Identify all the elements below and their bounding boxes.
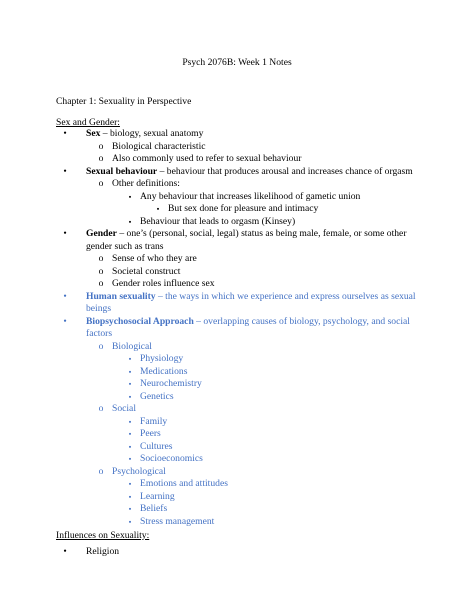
bullet-icon: •	[63, 165, 67, 177]
list-item	[56, 366, 416, 379]
item-text: Gender roles influence sex	[112, 278, 215, 289]
term: Human sexuality	[86, 290, 156, 302]
item-text: Peers	[140, 428, 161, 439]
list-item	[56, 441, 416, 454]
item-text: Also commonly used to refer to sexual behaviour	[112, 153, 302, 164]
item-text: Socioeconomics	[140, 453, 203, 464]
item-text: Sense of who they are	[112, 253, 197, 264]
list-item	[56, 203, 416, 216]
list-item	[56, 428, 416, 441]
list-item	[56, 403, 416, 416]
bullet-icon: o	[98, 178, 104, 189]
bullet-icon: o	[98, 265, 104, 277]
item-text: Medications	[140, 365, 188, 377]
list-item	[56, 378, 416, 391]
list-item	[56, 546, 416, 559]
item-text: – biology, sexual anatomy	[100, 128, 204, 139]
influences-list	[56, 546, 416, 559]
item-text: – the ways in which we experience and express ourselves as sexual beings	[86, 290, 416, 314]
term: Biopsychosocial Approach	[86, 315, 194, 327]
bullet-icon: •	[63, 228, 67, 239]
list-item	[56, 503, 416, 516]
list-item	[56, 353, 416, 366]
item-text: Any behaviour that increases likelihood of gametic union	[140, 190, 361, 202]
bullet-icon: ▪	[156, 205, 160, 213]
bullet-icon: ▪	[128, 355, 132, 363]
list-item	[56, 516, 416, 529]
item-text: But sex done for pleasure and intimacy	[168, 203, 319, 214]
bullet-icon: ▪	[128, 367, 132, 376]
item-text: – behaviour that produces arousal and increases chance of orgasm	[157, 165, 413, 177]
item-text: – overlapping causes of biology, psychology, and social factors	[86, 315, 410, 339]
bullet-icon: o	[98, 153, 104, 164]
item-text: Family	[140, 415, 168, 427]
influences-heading: Influences on Sexuality:	[56, 530, 150, 541]
bullet-icon: o	[98, 140, 104, 152]
list-item	[56, 191, 416, 204]
list-item	[56, 491, 416, 504]
list-item	[56, 453, 416, 466]
list-item	[56, 266, 416, 279]
sex-gender-heading: Sex and Gender:	[56, 117, 120, 128]
list-item	[56, 216, 416, 229]
list-item	[56, 341, 416, 354]
bullet-icon: ▪	[128, 192, 132, 201]
list-item	[56, 466, 416, 479]
bullet-icon: ▪	[128, 505, 132, 513]
item-text: Cultures	[140, 440, 173, 452]
item-text: Emotions and attitudes	[140, 478, 228, 489]
item-text: Genetics	[140, 390, 174, 402]
list-item	[56, 141, 416, 154]
list-item	[56, 278, 416, 291]
item-text: Beliefs	[140, 503, 168, 514]
item-text: Other definitions:	[112, 178, 180, 189]
bullet-icon: ▪	[128, 217, 132, 226]
bullet-icon: ▪	[128, 480, 132, 488]
bullet-icon: ▪	[128, 492, 132, 501]
list-item	[56, 478, 416, 491]
list-item	[56, 416, 416, 429]
bullet-icon: ▪	[128, 417, 132, 426]
list-item	[56, 391, 416, 404]
item-text: Stress management	[140, 515, 215, 527]
list-item	[56, 128, 416, 141]
item-text: Neurochemistry	[140, 378, 202, 389]
list-item	[56, 166, 416, 179]
notes-list	[56, 128, 416, 528]
item-text: Societal construct	[112, 265, 181, 277]
bullet-icon: o	[98, 253, 104, 264]
bullet-icon: •	[63, 128, 67, 139]
term: Sex	[86, 128, 101, 139]
bullet-icon: •	[63, 315, 67, 327]
item-text: Behaviour that leads to orgasm (Kinsey)	[140, 215, 296, 227]
list-item	[56, 253, 416, 266]
list-item	[56, 153, 416, 166]
list-item	[56, 178, 416, 191]
bullet-icon: ▪	[128, 380, 132, 388]
bullet-icon: o	[98, 465, 104, 477]
item-text: Social	[112, 403, 136, 414]
item-text: Learning	[140, 490, 175, 502]
item-text: Religion	[86, 546, 120, 557]
bullet-icon: o	[98, 278, 104, 289]
bullet-icon: •	[63, 546, 67, 557]
bullet-icon: ▪	[128, 442, 132, 451]
item-text: – one’s (personal, social, legal) status as being male, female, or some other gender such as trans	[86, 228, 407, 252]
list-item	[56, 228, 416, 253]
item-text: Biological	[112, 340, 152, 352]
bullet-icon: ▪	[128, 392, 132, 401]
bullet-icon: o	[98, 340, 104, 352]
term: Sexual behaviour	[86, 165, 158, 177]
item-text: Physiology	[140, 353, 184, 364]
bullet-icon: ▪	[128, 517, 132, 526]
item-text: Psychological	[112, 465, 166, 477]
term: Gender	[86, 228, 117, 239]
bullet-icon: o	[98, 403, 104, 414]
list-item	[56, 316, 416, 341]
chapter-heading: Chapter 1: Sexuality in Perspective	[56, 96, 192, 107]
document-title: Psych 2076B: Week 1 Notes	[182, 57, 292, 68]
item-text: Biological characteristic	[112, 140, 206, 152]
list-item	[56, 291, 416, 316]
bullet-icon: ▪	[128, 455, 132, 463]
bullet-icon: ▪	[128, 430, 132, 438]
bullet-icon: •	[63, 290, 67, 302]
